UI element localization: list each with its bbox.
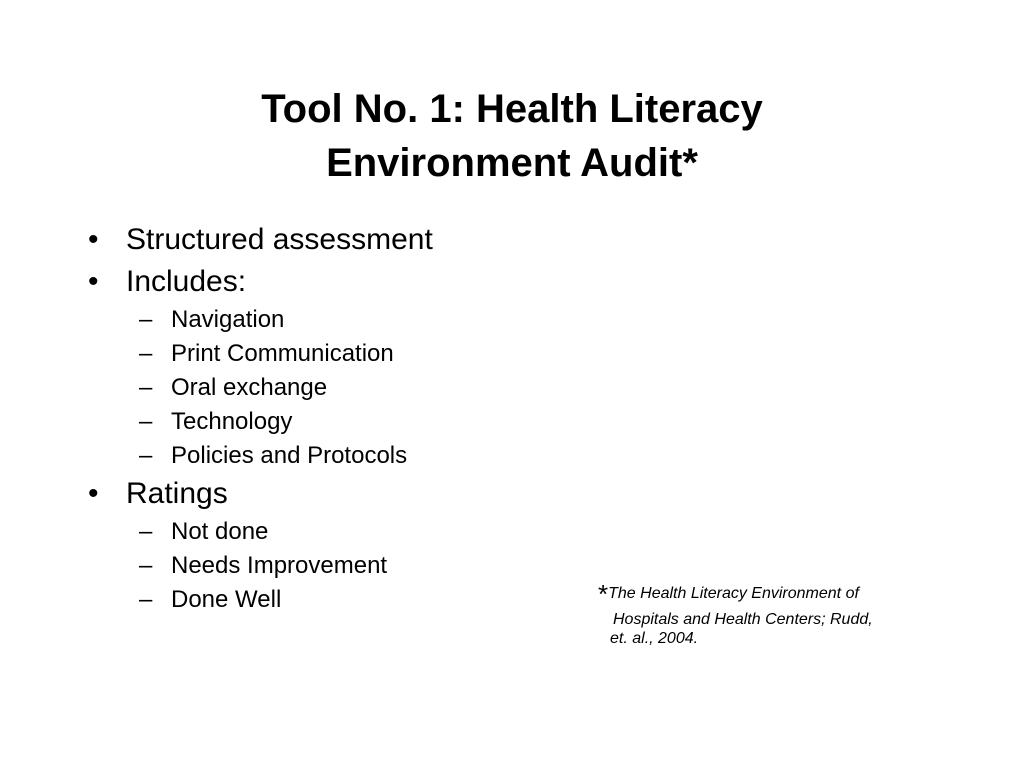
bullet-label: Includes: (126, 265, 247, 298)
footnote-text-1: The Health Literacy Environment of (608, 585, 859, 602)
sub-item-label: Needs Improvement (171, 552, 388, 579)
dash-marker: – (139, 586, 153, 613)
bullet-marker: • (88, 223, 99, 256)
bullet-structured-assessment (88, 219, 648, 261)
footnote-line-2: Hospitals and Health Centers; Rudd, (613, 611, 873, 628)
sub-item-label: Technology (171, 408, 293, 435)
includes-sub-list (88, 303, 648, 473)
sub-item-done-well (88, 583, 648, 617)
bullet-marker: • (88, 477, 99, 510)
bullet-list (88, 219, 648, 617)
dash-marker: – (139, 408, 153, 435)
bullet-label: Structured assessment (126, 223, 433, 256)
dash-marker: – (139, 552, 153, 579)
sub-item-label: Print Communication (171, 340, 394, 367)
sub-item-policies-and-protocols (88, 439, 648, 473)
footnote-line-1 (598, 579, 958, 609)
sub-item-technology (88, 405, 648, 439)
footnote-line-3: et. al., 2004. (610, 630, 699, 647)
sub-item-label: Navigation (171, 306, 285, 333)
sub-item-navigation (88, 303, 648, 337)
footnote-asterisk: * (598, 579, 609, 609)
bullet-marker: • (88, 265, 99, 298)
slide-title (112, 82, 912, 190)
sub-item-label: Policies and Protocols (171, 442, 408, 469)
sub-item-print-communication (88, 337, 648, 371)
footnote-citation (598, 579, 958, 651)
sub-item-label: Oral exchange (171, 374, 328, 401)
dash-marker: – (139, 518, 153, 545)
bullet-label: Ratings (126, 477, 228, 510)
ratings-sub-list (88, 515, 648, 617)
sub-item-needs-improvement (88, 549, 648, 583)
bullet-ratings (88, 473, 648, 515)
dash-marker: – (139, 442, 153, 469)
sub-item-oral-exchange (88, 371, 648, 405)
dash-marker: – (139, 374, 153, 401)
dash-marker: – (139, 340, 153, 367)
dash-marker: – (139, 306, 153, 333)
sub-item-label: Done Well (171, 586, 282, 613)
bullet-includes (88, 261, 648, 303)
sub-item-not-done (88, 515, 648, 549)
title-line-1: Tool No. 1: Health Literacy (261, 87, 763, 131)
title-line-2: Environment Audit* (326, 141, 698, 185)
sub-item-label: Not done (171, 518, 269, 545)
